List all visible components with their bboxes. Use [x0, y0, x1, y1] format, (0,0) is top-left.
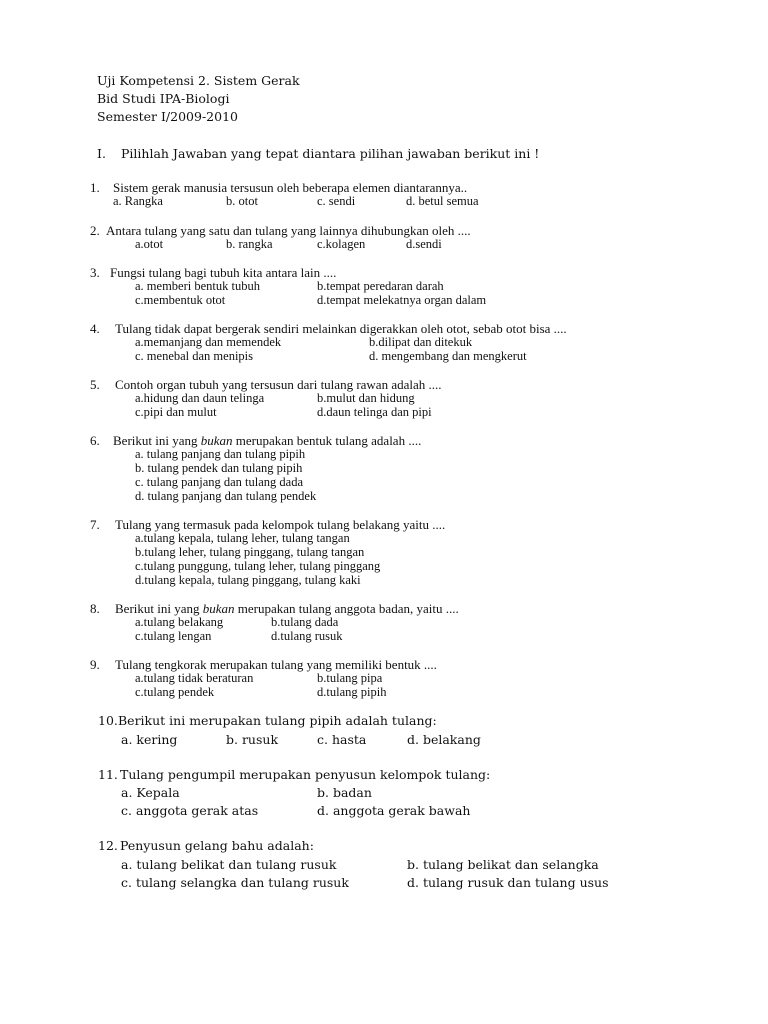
- question-text: Berikut ini yang bukan merupakan tulang anggota badan, yaitu ....: [115, 601, 459, 616]
- option-d: d. tulang panjang dan tulang pendek: [135, 489, 317, 503]
- question-number: 8.: [90, 601, 100, 616]
- header-title: Uji Kompetensi 2. Sistem Gerak: [97, 73, 300, 88]
- option-b: b. rangka: [226, 237, 273, 251]
- option-a: a.tulang kepala, tulang leher, tulang tangan: [135, 531, 350, 545]
- question-number: 4.: [90, 321, 100, 336]
- question-text: Tulang pengumpil merupakan penyusun kelompok tulang:: [120, 767, 491, 782]
- option-b: b.tempat peredaran darah: [317, 279, 444, 293]
- option-b: b.tulang leher, tulang pinggang, tulang tangan: [135, 545, 365, 559]
- option-a: a. kering: [121, 732, 178, 747]
- emphasis-text: bukan: [200, 433, 233, 448]
- option-b: b.dilipat dan ditekuk: [369, 335, 473, 349]
- option-b: b. rusuk: [226, 732, 279, 747]
- option-a: a. tulang belikat dan tulang rusuk: [121, 857, 337, 872]
- option-c: c.kolagen: [317, 237, 366, 251]
- question-number: 1.: [90, 180, 100, 195]
- option-d: d.sendi: [406, 237, 442, 251]
- option-d: d.tulang rusuk: [271, 629, 343, 643]
- question-number: 6.: [90, 433, 100, 448]
- option-d: d. belakang: [407, 732, 481, 747]
- question-text: Tulang tengkorak merupakan tulang yang memiliki bentuk ....: [115, 657, 437, 672]
- question-number: 3.: [90, 265, 100, 280]
- option-b: b. tulang belikat dan selangka: [407, 857, 599, 872]
- question-text: Sistem gerak manusia tersusun oleh beberapa elemen diantarannya..: [113, 180, 468, 195]
- emphasis-text: bukan: [202, 601, 235, 616]
- option-c: c. tulang selangka dan tulang rusuk: [121, 875, 349, 890]
- question-text: Berikut ini merupakan tulang pipih adalah tulang:: [118, 713, 437, 728]
- option-c: c.tulang pendek: [135, 685, 215, 699]
- option-b: b. badan: [317, 785, 372, 800]
- option-c: c.pipi dan mulut: [135, 405, 217, 419]
- option-d: d.tulang kepala, tulang pinggang, tulang kaki: [135, 573, 361, 587]
- option-c: c. tulang panjang dan tulang dada: [135, 475, 303, 489]
- option-c: c. sendi: [317, 194, 356, 208]
- option-c: c.membentuk otot: [135, 293, 226, 307]
- option-a: a.tulang belakang: [135, 615, 224, 629]
- option-c: c. anggota gerak atas: [121, 803, 259, 818]
- option-b: b. otot: [226, 194, 258, 208]
- question-text: Antara tulang yang satu dan tulang yang lainnya dihubungkan oleh ....: [106, 223, 471, 238]
- section-number: I.: [97, 146, 106, 161]
- option-a: a. Rangka: [113, 194, 163, 208]
- header-subject: Bid Studi IPA-Biologi: [97, 91, 230, 106]
- header-semester: Semester I/2009-2010: [97, 109, 238, 124]
- question-number: 11.: [98, 767, 118, 782]
- option-c: c.tulang punggung, tulang leher, tulang pinggang: [135, 559, 381, 573]
- question-number: 5.: [90, 377, 100, 392]
- option-a: a.tulang tidak beraturan: [135, 671, 254, 685]
- question-number: 9.: [90, 657, 100, 672]
- option-b: b.tulang dada: [271, 615, 339, 629]
- option-b: b.tulang pipa: [317, 671, 383, 685]
- option-d: d.daun telinga dan pipi: [317, 405, 432, 419]
- option-c: c. hasta: [317, 732, 367, 747]
- option-a: a.memanjang dan memendek: [135, 335, 282, 349]
- option-c: c.tulang lengan: [135, 629, 212, 643]
- question-number: 12.: [98, 838, 118, 853]
- question-text: Tulang yang termasuk pada kelompok tulang belakang yaitu ....: [115, 517, 446, 532]
- option-a: a. memberi bentuk tubuh: [135, 279, 260, 293]
- question-text: Penyusun gelang bahu adalah:: [120, 838, 314, 853]
- question-text: Fungsi tulang bagi tubuh kita antara lain ....: [110, 265, 337, 280]
- question-text: Berikut ini yang bukan merupakan bentuk tulang adalah ....: [113, 433, 422, 448]
- option-d: d. betul semua: [406, 194, 479, 208]
- option-a: a. tulang panjang dan tulang pipih: [135, 447, 306, 461]
- option-d: d. mengembang dan mengkerut: [369, 349, 527, 363]
- option-d: d. anggota gerak bawah: [317, 803, 471, 818]
- question-number: 10.: [98, 713, 118, 728]
- question-text: Contoh organ tubuh yang tersusun dari tulang rawan adalah ....: [115, 377, 442, 392]
- option-b: b. tulang pendek dan tulang pipih: [135, 461, 303, 475]
- question-number: 7.: [90, 517, 100, 532]
- option-d: d.tempat melekatnya organ dalam: [317, 293, 487, 307]
- option-a: a.otot: [135, 237, 164, 251]
- option-d: d.tulang pipih: [317, 685, 387, 699]
- question-text: Tulang tidak dapat bergerak sendiri melainkan digerakkan oleh otot, sebab otot bisa ....: [115, 321, 567, 336]
- option-d: d. tulang rusuk dan tulang usus: [407, 875, 609, 890]
- option-a: a.hidung dan daun telinga: [135, 391, 265, 405]
- option-a: a. Kepala: [121, 785, 180, 800]
- option-b: b.mulut dan hidung: [317, 391, 415, 405]
- section-instruction: Pilihlah Jawaban yang tepat diantara pilihan jawaban berikut ini !: [121, 146, 540, 161]
- option-c: c. menebal dan menipis: [135, 349, 254, 363]
- question-number: 2.: [90, 223, 100, 238]
